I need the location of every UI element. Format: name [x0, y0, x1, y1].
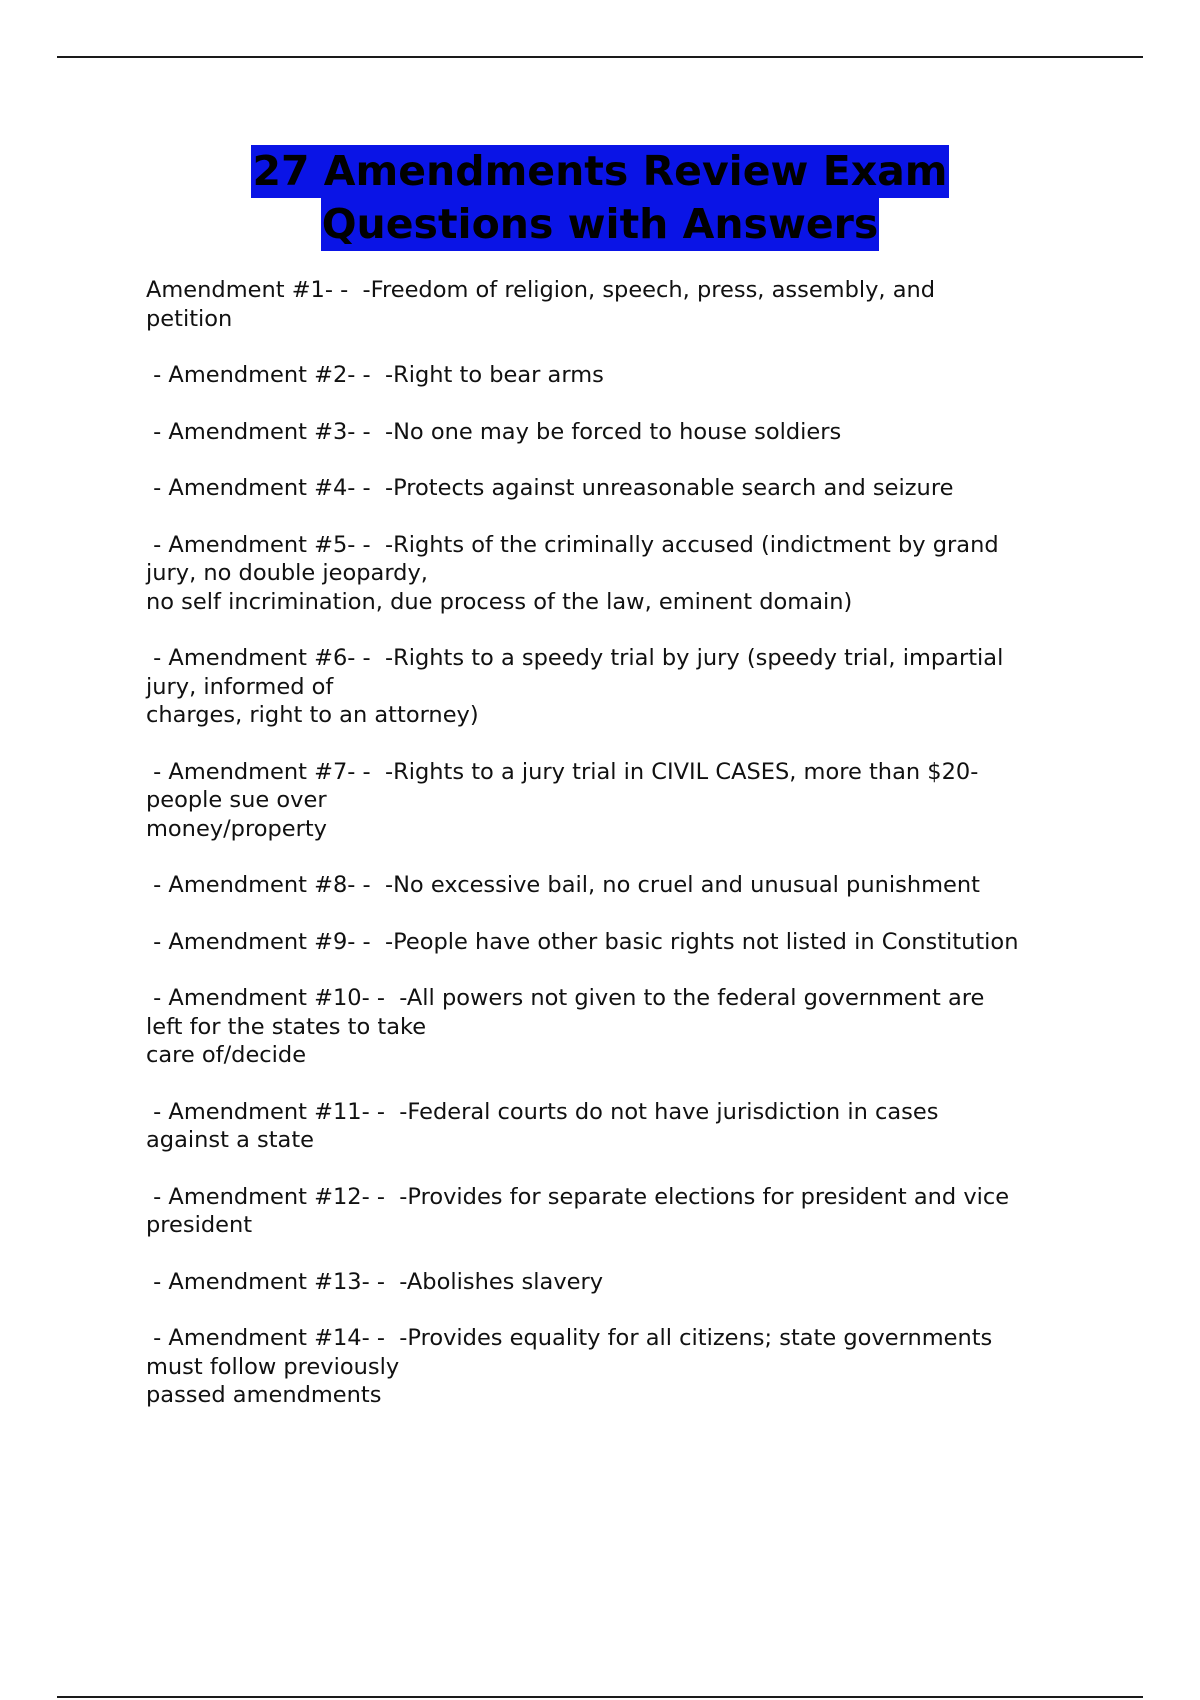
amendment-entry	[146, 1268, 1096, 1297]
entry-text-line: - Amendment #6- - -Rights to a speedy trial by jury (speedy trial, impartial	[146, 645, 1004, 671]
amendment-entry	[146, 276, 1096, 333]
amendment-entry	[146, 758, 1096, 844]
entry-text-line: - Amendment #8- - -No excessive bail, no cruel and unusual punishment	[146, 872, 980, 898]
entry-text-line: passed amendments	[146, 1382, 382, 1408]
entry-text-line: people sue over	[146, 787, 327, 813]
entry-text-line: - Amendment #11- - -Federal courts do not have jurisdiction in cases	[146, 1098, 939, 1125]
amendment-entry	[146, 1183, 1096, 1240]
entry-text-line: jury, no double jeopardy,	[146, 560, 428, 586]
entry-text-line: - Amendment #4- - -Protects against unreasonable search and seizure	[146, 475, 954, 501]
entry-text-line: care of/decide	[146, 1042, 307, 1068]
amendment-entry	[146, 1098, 1096, 1155]
amendment-entry	[146, 418, 1096, 447]
entry-text-line: money/property	[146, 815, 327, 842]
entry-text-line: against a state	[146, 1127, 315, 1153]
entry-text-line: no self incrimination, due process of the law, eminent domain)	[146, 588, 853, 615]
amendment-entry	[146, 928, 1096, 957]
title-line: Questions with Answers	[321, 198, 880, 251]
amendment-entry	[146, 984, 1096, 1070]
entry-text-line: must follow previously	[146, 1353, 400, 1380]
entry-text-line: president	[146, 1212, 253, 1238]
entry-text-line: jury, informed of	[146, 673, 334, 700]
amendment-entry	[146, 531, 1096, 617]
entry-text-line: - Amendment #2- - -Right to bear arms	[146, 362, 604, 388]
amendment-entry	[146, 1324, 1096, 1410]
entry-text-line: - Amendment #7- - -Rights to a jury trial in CIVIL CASES, more than $20-	[146, 758, 979, 785]
entry-text-line: - Amendment #10- - -All powers not given to the federal government are	[146, 985, 985, 1011]
amendment-entry	[146, 644, 1096, 730]
entry-text-line: - Amendment #12- - -Provides for separate elections for president and vice	[146, 1183, 1010, 1210]
entry-text-line: charges, right to an attorney)	[146, 702, 479, 728]
document-title	[0, 145, 1200, 251]
entry-text-line: Amendment #1- - -Freedom of religion, speech, press, assembly, and	[146, 277, 936, 303]
amendment-entry	[146, 361, 1096, 390]
entry-text-line: - Amendment #14- - -Provides equality for all citizens; state governments	[146, 1325, 993, 1351]
bottom-rule	[57, 1696, 1143, 1698]
title-line: 27 Amendments Review Exam	[251, 145, 948, 198]
entry-text-line: petition	[146, 305, 233, 332]
top-rule	[57, 56, 1143, 58]
entry-text-line: left for the states to take	[146, 1013, 427, 1040]
amendment-list	[146, 276, 1096, 1438]
entry-text-line: - Amendment #3- - -No one may be forced to house soldiers	[146, 418, 842, 445]
amendment-entry	[146, 474, 1096, 503]
amendment-entry	[146, 871, 1096, 900]
entry-text-line: - Amendment #13- - -Abolishes slavery	[146, 1268, 604, 1295]
entry-text-line: - Amendment #5- - -Rights of the criminally accused (indictment by grand	[146, 531, 999, 558]
entry-text-line: - Amendment #9- - -People have other basic rights not listed in Constitution	[146, 928, 1019, 955]
